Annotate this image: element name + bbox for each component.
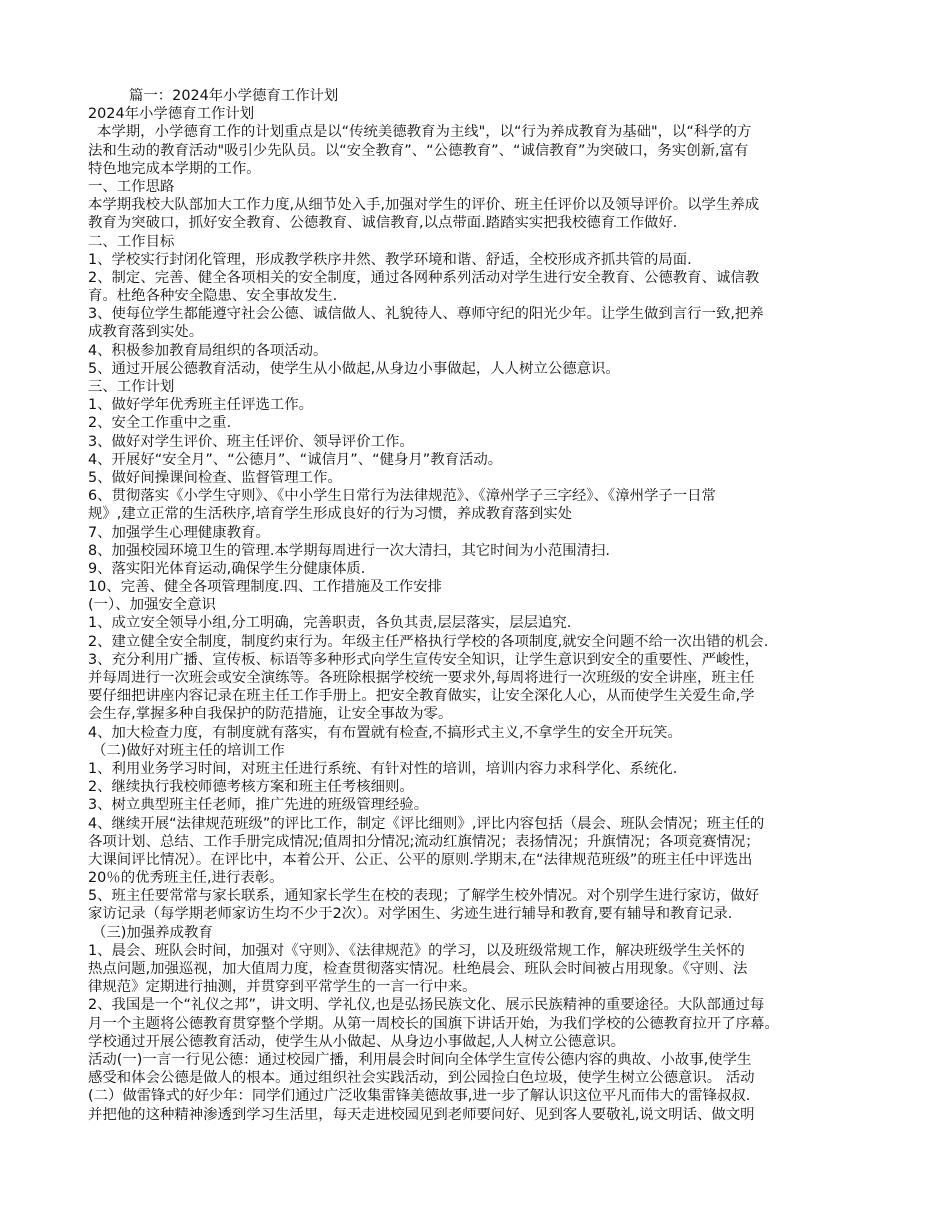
text-line: 并每周进行一次班会或安全演练等。各班除根据学校统一要求外,每周将进行一次班级的安全讲座，班主任 [88, 670, 755, 686]
text-line: 学校通过开展公德教育活动，使学生从小做起、从身边小事做起,人人树立公德意识。 [88, 1033, 626, 1050]
text-line: 4、开展好“安全月”、“公德月”、“诚信月”、“健身月”教育活动。 [88, 451, 503, 468]
text-line: 3、使每位学生都能遵守社会公德、诚信做人、礼貌待人、尊师守纪的阳光少年。让学生做到言行一致,把养 [88, 306, 764, 323]
text-line: 本学期，小学德育工作的计划重点是以“传统美德教育为主线"，以“行为养成教育为基础"，以“科学的方 [97, 124, 752, 141]
text-line: 5、班主任要常常与家长联系，通知家长学生在校的表现；了解学生校外情况。对个别学生进行家访，做好 [88, 888, 760, 905]
text-line: 1、做好学年优秀班主任评选工作。 [88, 397, 314, 414]
text-line: （三)加强养成教育 [92, 924, 213, 941]
text-line: (二）做雷锋式的好少年：同学们通过广泛收集雷锋美德故事,进一步了解认识这位平凡而伟大的雷锋叔叔. [88, 1088, 751, 1105]
text-line: 并把他的这种精神渗透到学习生活里，每天走进校园见到老师要问好、见到客人要敬礼,说文明话、做文明 [88, 1106, 755, 1123]
text-line: 律规范》定期进行抽测，并贯穿到平常学生的一言一行中来。 [88, 979, 477, 996]
text-line: 1、晨会、班队会时间，加强对《守则》、《法律规范》的学习，以及班级常规工作，解决班级学生关怀的 [88, 942, 745, 959]
text-line: 规》,建立正常的生活秩序,培育学生形成良好的行为习惯，养成教育落到实处 [88, 506, 573, 523]
text-line: 6、贯彻落实《小学生守则》、《中小学生日常行为法律规范》、《漳州学子三字经》、《漳州学子一日常 [88, 488, 716, 505]
text-line: 热点问题,加强巡视，加大值周力度，检查贯彻落实情况。杜绝晨会、班队会时间被占用现象。《守则、法 [88, 961, 748, 977]
text-line: 3、做好对学生评价、班主任评价、领导评价工作。 [88, 433, 414, 450]
text-line: 家访记录（每学期老师家访生均不少于2次）。对学困生、劣迹生进行辅导和教育,要有辅导和教育记录. [88, 906, 733, 923]
text-line: 月一个主题将公德教育贯穿整个学期。从第一周校长的国旗下讲话开始，为我们学校的公德教育拉开了序幕。 [88, 1015, 779, 1032]
text-line: 9、落实阳光体育运动,确保学生分健康体质. [88, 560, 366, 577]
text-line: 10、完善、健全各项管理制度.四、工作措施及工作安排 [88, 579, 442, 596]
text-line: 三、工作计划 [88, 379, 175, 395]
text-line: 4、积极参加教育局组织的各项活动。 [88, 342, 328, 359]
text-line: 本学期我校大队部加大工作力度,从细节处入手,加强对学生的评价、班主任评价以及领导评价。以学生养成 [88, 197, 760, 214]
text-line: 成教育落到实处。 [88, 324, 204, 341]
text-line: 教育为突破口，抓好安全教育、公德教育、诚信教育,以点带面.踏踏实实把我校德育工作做好. [88, 215, 678, 232]
text-line: 育。杜绝各种安全隐患、安全事故发生. [88, 288, 338, 305]
text-line: 5、通过开展公德教育活动，使学生从小做起,从身边小事做起，人人树立公德意识。 [88, 360, 620, 377]
text-line: 4、继续开展“法律规范班级”的评比工作，制定《评比细则》,评比内容包括（晨会、班队会情况；班主任的 [88, 815, 765, 832]
document-body [88, 87, 863, 1124]
text-line: 2、我国是一个“礼仪之邦”，讲文明、学礼仪,也是弘扬民族文化、展示民族精神的重要途径。大队部通过每 [88, 997, 765, 1014]
text-line: 3、树立典型班主任老师，推广先进的班级管理经验。 [88, 797, 429, 814]
text-line: 法和生动的教育活动"吸引少先队员。以“安全教育”、“公德教育”、“诚信教育”为突破口，务实创新,富有 [88, 142, 749, 159]
text-line: 大课间评比情况）。在评比中，本着公开、公正、公平的原则.学期末,在“法律规范班级”的班主任中评选出 [88, 851, 753, 868]
text-line: 各项计划、总结、工作手册完成情况;值周扣分情况;流动红旗情况；表扬情况；升旗情况；各项竞赛情况； [88, 833, 760, 850]
text-line: 二、工作目标 [88, 233, 175, 250]
text-line: 8、加强校园环境卫生的管理.本学期每周进行一次大清扫，其它时间为小范围清扫. [88, 542, 610, 559]
text-line: 7、加强学生心理健康教育。 [88, 524, 270, 541]
text-line: 3、充分利用广播、宣传板、标语等多种形式向学生宣传安全知识，让学生意识到安全的重要性、严峻性， [88, 651, 760, 668]
text-line: 1、成立安全领导小组,分工明确，完善职责，各负其责,层层落实，层层追究. [88, 615, 572, 632]
text-line: 会生存,掌握多种自我保护的防范措施，让安全事故为零。 [88, 706, 453, 723]
document-title: 篇一：2024年小学德育工作计划 [129, 88, 339, 104]
text-line: 要仔细把讲座内容记录在班主任工作手册上。把安全教育做实，让安全深化人心，从而使学生关爱生命,学 [88, 688, 755, 705]
text-line: （二)做好对班主任的培训工作 [92, 742, 285, 759]
text-line: 5、做好间操课间检查、监督管理工作。 [88, 469, 342, 486]
text-line: 2、制定、完善、健全各项相关的安全制度，通过各网种系列活动对学生进行安全教育、公德教育、诚信教 [88, 269, 760, 286]
text-line: 1、学校实行封闭化管理，形成教学秩序井然、教学环境和谐、舒适，全校形成齐抓共管的局面. [88, 251, 692, 268]
text-line: 2024年小学德育工作计划 [88, 106, 255, 123]
text-line: 特色地完成本学期的工作。 [88, 160, 261, 177]
text-line: 活动(一)一言一行见公德：通过校园广播，利用晨会时间向全体学生宣传公德内容的典故、小故事,使学生 [88, 1051, 752, 1068]
text-line: (一）、加强安全意识 [88, 597, 216, 614]
text-line: 2、安全工作重中之重. [88, 415, 232, 432]
text-line: 感受和体会公德是做人的根本。通过组织社会实践活动，到公园捡白色垃圾，使学生树立公德意识。 活动 [88, 1070, 755, 1087]
text-line: 20％的优秀班主任,进行表彰。 [88, 870, 284, 887]
text-line: 4、加大检查力度，有制度就有落实，有布置就有检查,不搞形式主义,不拿学生的安全开玩笑。 [88, 724, 682, 741]
text-line: 2、继续执行我校师德考核方案和班主任考核细则。 [88, 779, 414, 796]
text-line: 1、利用业务学习时间，对班主任进行系统、有针对性的培训，培训内容力求科学化、系统化. [88, 760, 678, 777]
text-line: 一、工作思路 [88, 178, 175, 195]
text-line: 2、建立健全安全制度，制度约束行为。年级主任严格执行学校的各项制度,就安全问题不给一次出错的机会. [88, 633, 769, 650]
